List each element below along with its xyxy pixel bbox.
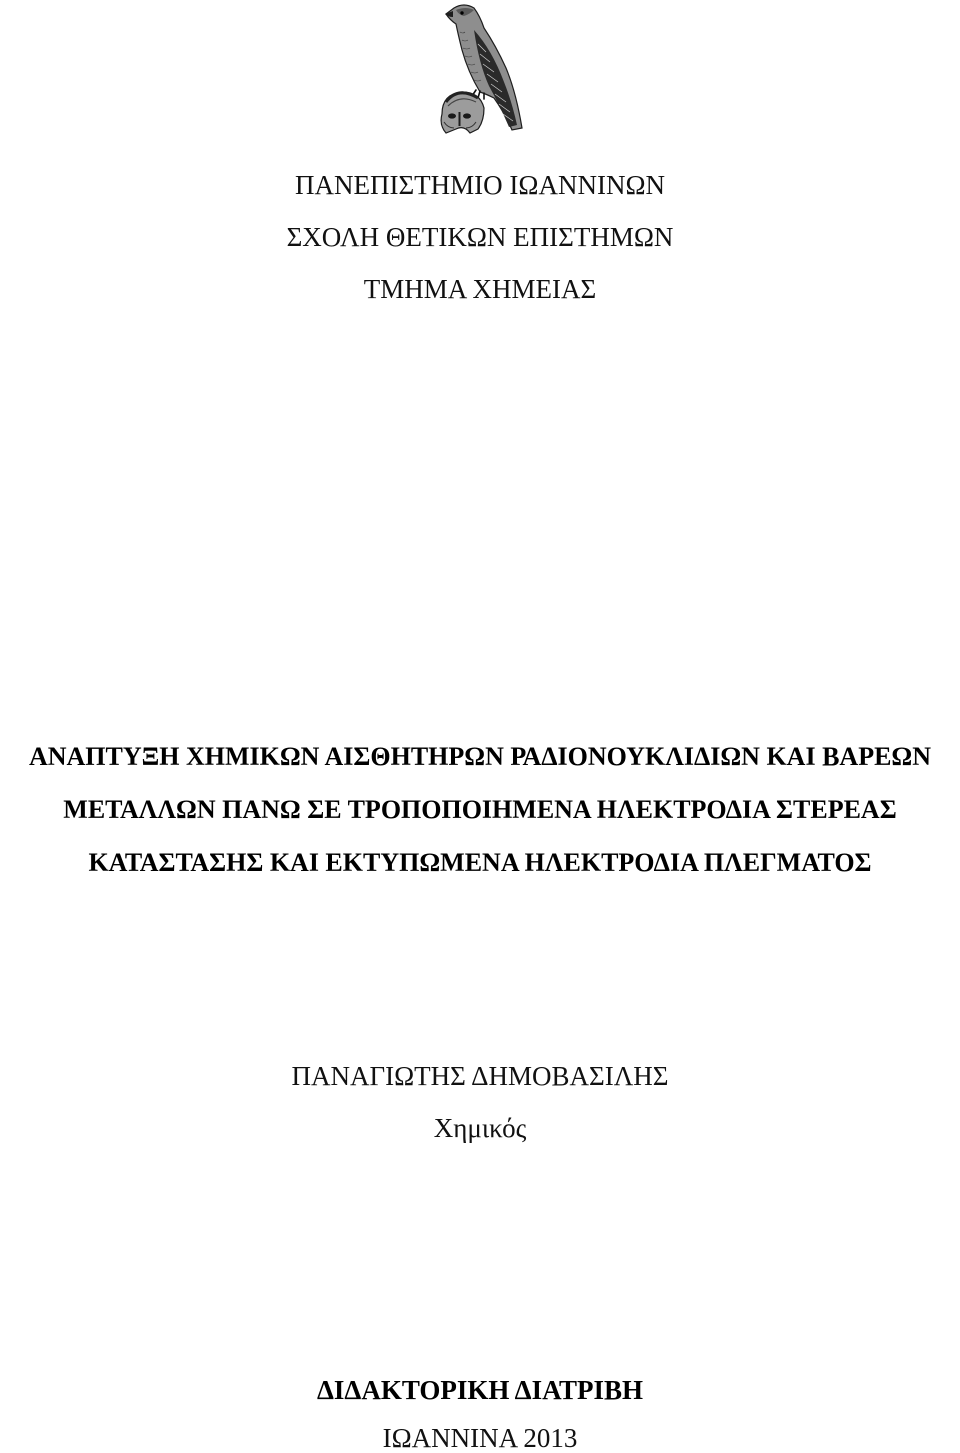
document-type: ΔΙΔΑΚΤΟΡΙΚΗ ΔΙΑΤΡΙΒΗ [317,1375,643,1405]
author-profession: Χημικός [433,1113,527,1143]
school-name: ΣΧΟΛΗ ΘΕΤΙΚΩΝ ΕΠΙΣΤΗΜΩΝ [286,222,674,252]
thesis-title-line-2: ΜΕΤΑΛΛΩΝ ΠΑΝΩ ΣΕ ΤΡΟΠΟΠΟΙΗΜΕΝΑ ΗΛΕΚΤΡΟΔΙΑ ΣΤΕΡΕΑΣ [63,795,897,824]
university-name: ΠΑΝΕΠΙΣΤΗΜΙΟ ΙΩΑΝΝΙΝΩΝ [294,170,666,200]
thesis-title-line-1: ΑΝΑΠΤΥΞΗ ΧΗΜΙΚΩΝ ΑΙΣΘΗΤΗΡΩΝ ΡΑΔΙΟΝΟΥΚΛΙΔΙΩΝ ΚΑΙ ΒΑΡΕΩΝ [28,742,932,771]
department-name: ΤΜΗΜΑ ΧΗΜΕΙΑΣ [363,274,597,304]
falcon-on-helmet-emblem-icon [434,2,526,134]
author-name: ΠΑΝΑΓΙΩΤΗΣ ΔΗΜΟΒΑΣΙΛΗΣ [291,1061,669,1091]
helmet-figure [441,92,484,133]
thesis-title-line-3: ΚΑΤΑΣΤΑΣΗΣ ΚΑΙ ΕΚΤΥΠΩΜΕΝΑ ΗΛΕΚΤΡΟΔΙΑ ΠΛΕΓΜΑΤΟΣ [88,848,872,877]
place-and-year: ΙΩΑΝΝΙΝΑ 2013 [382,1423,578,1453]
